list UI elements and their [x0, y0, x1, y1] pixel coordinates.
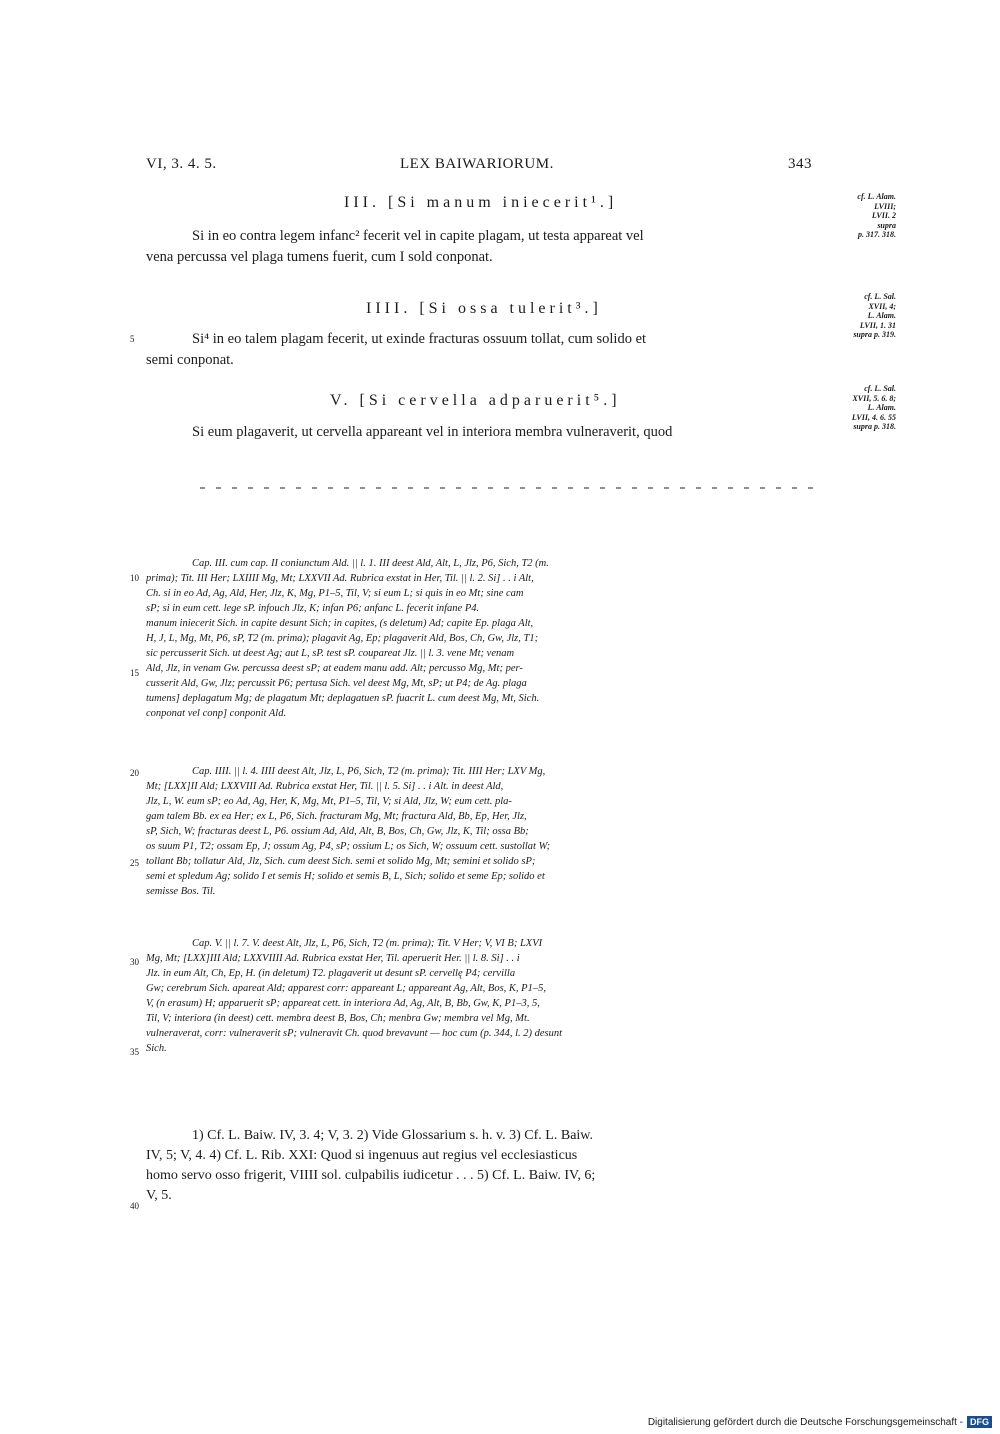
line-number: 10 — [130, 573, 139, 583]
line-number: 35 — [130, 1047, 139, 1057]
footnotes: 1) Cf. L. Baiw. IV, 3. 4; V, 3. 2) Vide Glossarium s. h. v. 3) Cf. L. Baiw. IV, 5; V, 4. 4) Cf. L. Rib. XXI: Quod si ingenuus aut regius vel ecclesiasticus homo servo osso frigerit, VIIII sol. culpabilis iudicetur . . . 5) Cf. L. Baiw. IV, 6; V, 5. — [146, 1128, 596, 1203]
credit-text: Digitalisierung gefördert durch die Deutsche Forschungsgemeinschaft - — [647, 1416, 963, 1428]
chapter-5-line-1: Si eum plagaverit, ut cervella appareant vel in interiora membra vulneraverit, quod — [192, 424, 673, 440]
page-number: 343 — [788, 156, 812, 172]
chapter-3-title: III. [Si manum iniecerit¹.] — [344, 194, 618, 211]
running-head-section: VI, 3. 4. 5. — [146, 156, 217, 172]
chapter-4-line-2: semi conponat. — [146, 352, 234, 368]
digitization-credit — [648, 1416, 992, 1428]
line-number: 20 — [130, 768, 139, 778]
line-number: 40 — [130, 1201, 139, 1211]
chapter-3-margin-note: cf. L. Alam. LVIII; LVII. 2 supra p. 317. 318. — [857, 192, 896, 240]
chapter-5-margin-note: cf. L. Sal. XVII, 5. 6. 8; L. Alam. LVII, 4. 6. 55 supra p. 318. — [851, 384, 896, 432]
apparatus-paragraph-3: Cap. V. || l. 7. V. deest Alt, Jlz, L, P6, Sich, T2 (m. prima); Tit. V Her; V, VI B; LXVI Mg, Mt; [LXX]III Ald; LXXVIIII Ad. Rubrica exstat Her, Til. aperuerit Her. || l. 8. Si] . . i Jlz. in eum Alt, Ch, Ep, H. (in deletum) T2. plagaverit ut desunt sP. cervellę P4; cervilla Gw; cerebrum Sich. apareat Ald; apparest corr: appareant L; appareant Ag, Alt, Bos, K, P1–5, V, (n erasum) H; apparuerit sP; appareat cett. in interiora Ad, Ag, Alt, B, Bb, Gw, K, P1–3, 5, Til, V; interiora (in deest) cett. membra deest B, Bos, Ch; menbra Gw; membra vel Mg, Mt. vulneraverat, corr: vulneraverit sP; vulneravit Ch. quod brevavunt — hoc cum (p. 344, l. 2) desunt Sich. — [146, 938, 563, 1054]
line-number: 5 — [130, 334, 135, 344]
running-head-title: LEX BAIWARIORUM. — [400, 156, 554, 172]
line-number: 15 — [130, 668, 139, 678]
chapter-4-title: IIII. [Si ossa tulerit³.] — [366, 300, 602, 317]
chapter-3-line-2: vena percussa vel plaga tumens fuerit, cum I sold conponat. — [146, 249, 493, 265]
line-number: 25 — [130, 858, 139, 868]
chapter-4-line-1: Si⁴ in eo talem plagam fecerit, ut exinde fracturas ossuum tollat, cum solido et — [192, 331, 647, 347]
apparatus-paragraph-1: Cap. III. cum cap. II coniunctum Ald. || l. 1. III deest Ald, Alt, L, Jlz, P6, Sich, T2 (m. prima); Tit. III Her; LXIIII Mg, Mt; LXXVII Ad. Rubrica exstat in Her, Til. || l. 2. Si] . . i Alt, Ch. si in eo Ad, Ag, Ald, Her, Jlz, K, Mg, P1–5, Til, V; si eum L; si quis in eo Mt; sine cam sP; si in eum cett. lege sP. infouch Jlz, K; infan P6; anfanc L. fecerit infane P4. manum iniecerit Sich. in capite desunt Sich; in capites, (s deletum) Ad; capite Ep. plaga Alt, H, J, L, Mg, Mt, P6, sP, T2 (m. prima); plagavit Ag, Ep; plagaverit Ald, Bos, Ch, Gw, Jlz, T1; sic percusserit Sich. ut deest Ag; aut L, sP. test sP. coupareat Jlz. || l. 3. vene Mt; venam Ald, Jlz, in venam Gw. percussa deest sP; at eadem manu add. Alt; percusso Mg, Mt; per- cusserit Ald, Gw, Jlz; percussit P6; pertusa Sich. vel deest Mg, Mt, sP; ut P4; de Ag. plaga tumens] deplagatum Mg; de plagatum Mt; deplagatuen sP. fuacrit L. cum deest Mg, Mt, Sich. conponat vel conp] conponit Ald. — [146, 558, 549, 719]
separator-rule — [200, 487, 820, 489]
line-number: 30 — [130, 957, 139, 967]
apparatus-paragraph-2: Cap. IIII. || l. 4. IIII deest Alt, Jlz, L, P6, Sich, T2 (m. prima); Tit. IIII Her; LXV Mg, Mt; [LXX]II Ald; LXXVIII Ad. Rubrica exstat Her, Til. || l. 5. Si] . . i Alt. in deest Ald, Jlz, L, W. eum sP; eo Ad, Ag, Her, K, Mg, Mt, P1–5, Til, V; si Ald, Jlz, W; eum cett. pla- gam talem Bb. ex ea Her; ex L, P6, Sich. fracturam Mg, Mt; fractura Ald, Bb, Ep, Her, Jlz, sP, Sich, W; fracturas deest L, P6. ossium Ad, Ald, Alt, B, Bos, Ch, Gw, Jlz, K, Til; ossa Bb; os suum P1, T2; ossam Ep, J; ossum Ag, P4, sP; ossium L; os Sich, W; ossuum cett. sustollat W; tollant Bb; tollatur Ald, Jlz, Sich. cum deest Sich. semi et solido Mg, Mt; semini et solido sP; semi et spledum Ag; solido I et semis H; solido et semis B, L, Sich; solido et seme Ep; solido et semisse Bos. Til. — [146, 766, 551, 897]
chapter-5-title: V. [Si cervella adparuerit⁵.] — [330, 392, 621, 409]
dfg-logo: DFG — [967, 1416, 992, 1428]
chapter-4-margin-note: cf. L. Sal. XVII, 4; L. Alam. LVII, 1. 31 supra p. 319. — [853, 292, 896, 340]
chapter-3-line-1: Si in eo contra legem infanc² fecerit vel in capite plagam, ut testa appareat vel — [192, 228, 644, 244]
